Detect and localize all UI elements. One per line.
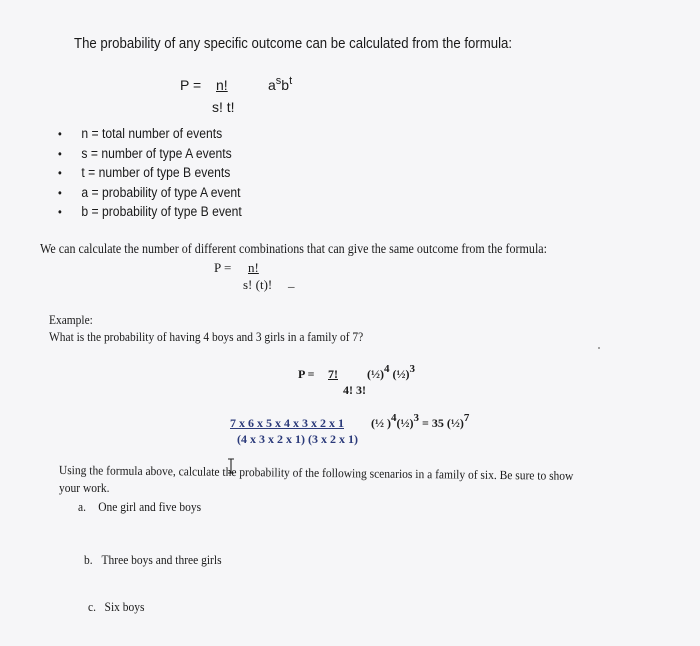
- definition-item: • a = probability of type A event: [58, 184, 241, 200]
- formula1-lhs: P =: [180, 77, 202, 93]
- exponent-t: t: [289, 75, 293, 87]
- definitions-list: [58, 126, 262, 224]
- bullet-icon: •: [58, 185, 62, 200]
- example-heading: Example:: [49, 312, 93, 327]
- example-question: What is the probability of having 4 boys and 3 girls in a family of 7?: [49, 329, 364, 344]
- intro-text: The probability of any specific outcome can be calculated from the formula:: [74, 35, 513, 52]
- task-item-a: a. One girl and five boys: [78, 500, 202, 514]
- step2-numerator: 7 x 6 x 5 x 4 x 3 x 2 x 1: [230, 416, 344, 430]
- bullet-icon: •: [58, 166, 62, 180]
- bullet-icon: •: [58, 127, 62, 141]
- formula2-blank: _: [288, 274, 295, 289]
- formula1-factors: [268, 77, 292, 93]
- stray-mark: [598, 347, 600, 349]
- bullet-icon: •: [58, 205, 62, 219]
- exponent-s: s: [275, 75, 282, 87]
- step1-terms: (½)4 (½)3: [367, 363, 415, 381]
- factor-b: b: [281, 77, 290, 93]
- step1-numerator: 7!: [328, 367, 338, 381]
- definition-item: • n = total number of events: [58, 126, 223, 141]
- step1-lhs: P =: [298, 367, 315, 381]
- definition-item: • s = number of type A events: [58, 145, 232, 161]
- definition-item: • t = number of type B events: [58, 165, 231, 180]
- step2-denominator: (4 x 3 x 2 x 1) (3 x 2 x 1): [237, 432, 358, 446]
- step2-terms: (½ )4(½)3 = 35 (½)7: [371, 412, 470, 430]
- factor-a: a: [268, 77, 276, 93]
- step1-denominator: 4! 3!: [343, 383, 366, 397]
- combinations-text: We can calculate the number of different combinations that can give the same outcome from the formula:: [40, 242, 547, 257]
- formula1-denominator: s! t!: [212, 99, 235, 115]
- formula2-lhs: P =: [214, 260, 232, 275]
- formula2-denominator: s! (t)!: [243, 277, 273, 292]
- task-line-2: your work.: [59, 481, 110, 495]
- formula1-numerator: n!: [216, 77, 228, 93]
- bullet-icon: •: [58, 146, 62, 161]
- definition-item: • b = probability of type B event: [58, 204, 242, 219]
- task-item-c: c. Six boys: [88, 600, 145, 614]
- formula2-numerator: n!: [248, 260, 259, 275]
- task-item-b: b. Three boys and three girls: [84, 553, 222, 567]
- task-line-1: Using the formula above, calculate the probability of the following scenarios in a family of six. Be sure to show: [58, 463, 574, 483]
